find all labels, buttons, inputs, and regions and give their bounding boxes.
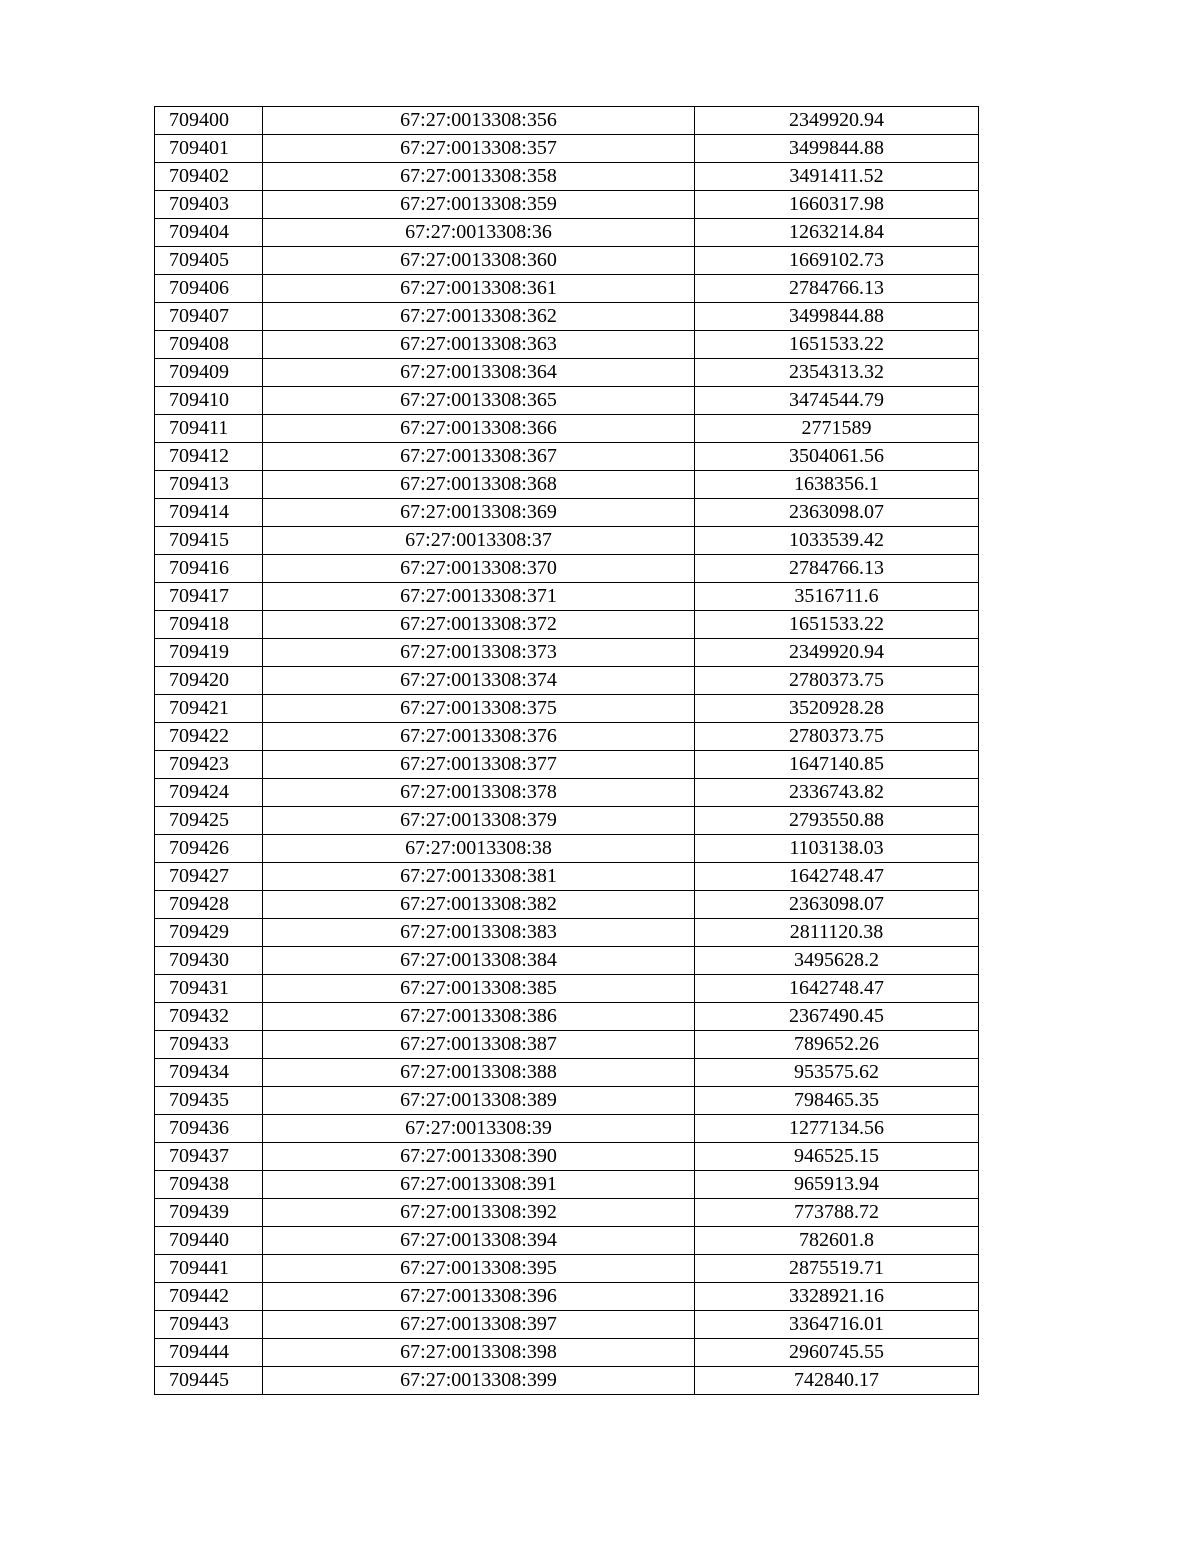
table-row: [155, 891, 979, 919]
value-cell: 3495628.2: [695, 947, 979, 975]
table-row: [155, 219, 979, 247]
value-cell: 2793550.88: [695, 807, 979, 835]
table-row: [155, 975, 979, 1003]
value-cell: 742840.17: [695, 1367, 979, 1395]
row-number-cell: 709439: [155, 1199, 263, 1227]
cadastral-number-cell: 67:27:0013308:394: [263, 1227, 695, 1255]
cadastral-number-cell: 67:27:0013308:377: [263, 751, 695, 779]
value-cell: 3328921.16: [695, 1283, 979, 1311]
cadastral-number-cell: 67:27:0013308:376: [263, 723, 695, 751]
table-row: [155, 1199, 979, 1227]
table-row: [155, 1115, 979, 1143]
table-row: [155, 863, 979, 891]
cadastral-number-cell: 67:27:0013308:369: [263, 499, 695, 527]
row-number-cell: 709409: [155, 359, 263, 387]
value-cell: 2784766.13: [695, 275, 979, 303]
table-body: [155, 107, 979, 1395]
value-cell: 1642748.47: [695, 863, 979, 891]
cadastral-number-cell: 67:27:0013308:382: [263, 891, 695, 919]
row-number-cell: 709410: [155, 387, 263, 415]
cadastral-number-cell: 67:27:0013308:366: [263, 415, 695, 443]
value-cell: 3516711.6: [695, 583, 979, 611]
row-number-cell: 709433: [155, 1031, 263, 1059]
row-number-cell: 709426: [155, 835, 263, 863]
row-number-cell: 709445: [155, 1367, 263, 1395]
table-row: [155, 191, 979, 219]
table-row: [155, 807, 979, 835]
table-row: [155, 359, 979, 387]
row-number-cell: 709438: [155, 1171, 263, 1199]
row-number-cell: 709412: [155, 443, 263, 471]
table-row: [155, 1171, 979, 1199]
cadastral-number-cell: 67:27:0013308:375: [263, 695, 695, 723]
row-number-cell: 709435: [155, 1087, 263, 1115]
table-row: [155, 695, 979, 723]
cadastral-number-cell: 67:27:0013308:38: [263, 835, 695, 863]
table-row: [155, 611, 979, 639]
cadastral-number-cell: 67:27:0013308:381: [263, 863, 695, 891]
cadastral-number-cell: 67:27:0013308:36: [263, 219, 695, 247]
cadastral-number-cell: 67:27:0013308:386: [263, 1003, 695, 1031]
value-cell: 1669102.73: [695, 247, 979, 275]
row-number-cell: 709414: [155, 499, 263, 527]
cadastral-number-cell: 67:27:0013308:368: [263, 471, 695, 499]
row-number-cell: 709441: [155, 1255, 263, 1283]
row-number-cell: 709416: [155, 555, 263, 583]
table-row: [155, 275, 979, 303]
value-cell: 3520928.28: [695, 695, 979, 723]
cadastral-number-cell: 67:27:0013308:360: [263, 247, 695, 275]
row-number-cell: 709401: [155, 135, 263, 163]
cadastral-number-cell: 67:27:0013308:356: [263, 107, 695, 135]
table-row: [155, 583, 979, 611]
table-row: [155, 1283, 979, 1311]
value-cell: 3364716.01: [695, 1311, 979, 1339]
cadastral-number-cell: 67:27:0013308:364: [263, 359, 695, 387]
cadastral-number-cell: 67:27:0013308:396: [263, 1283, 695, 1311]
table-row: [155, 499, 979, 527]
cadastral-number-cell: 67:27:0013308:367: [263, 443, 695, 471]
value-cell: 2354313.32: [695, 359, 979, 387]
value-cell: 2780373.75: [695, 723, 979, 751]
value-cell: 1651533.22: [695, 611, 979, 639]
value-cell: 2960745.55: [695, 1339, 979, 1367]
value-cell: 2367490.45: [695, 1003, 979, 1031]
value-cell: 2336743.82: [695, 779, 979, 807]
row-number-cell: 709408: [155, 331, 263, 359]
cadastral-number-cell: 67:27:0013308:37: [263, 527, 695, 555]
table-row: [155, 415, 979, 443]
table-row: [155, 751, 979, 779]
value-cell: 3474544.79: [695, 387, 979, 415]
row-number-cell: 709425: [155, 807, 263, 835]
cadastral-number-cell: 67:27:0013308:390: [263, 1143, 695, 1171]
cadastral-number-cell: 67:27:0013308:359: [263, 191, 695, 219]
row-number-cell: 709434: [155, 1059, 263, 1087]
row-number-cell: 709406: [155, 275, 263, 303]
cadastral-number-cell: 67:27:0013308:395: [263, 1255, 695, 1283]
table-row: [155, 443, 979, 471]
value-cell: 2875519.71: [695, 1255, 979, 1283]
cadastral-number-cell: 67:27:0013308:398: [263, 1339, 695, 1367]
row-number-cell: 709444: [155, 1339, 263, 1367]
row-number-cell: 709427: [155, 863, 263, 891]
value-cell: 2363098.07: [695, 891, 979, 919]
row-number-cell: 709442: [155, 1283, 263, 1311]
cadastral-number-cell: 67:27:0013308:387: [263, 1031, 695, 1059]
row-number-cell: 709440: [155, 1227, 263, 1255]
row-number-cell: 709403: [155, 191, 263, 219]
row-number-cell: 709402: [155, 163, 263, 191]
table-row: [155, 387, 979, 415]
value-cell: 1033539.42: [695, 527, 979, 555]
row-number-cell: 709421: [155, 695, 263, 723]
table-row: [155, 1339, 979, 1367]
cadastral-number-cell: 67:27:0013308:365: [263, 387, 695, 415]
table-row: [155, 555, 979, 583]
value-cell: 1660317.98: [695, 191, 979, 219]
cadastral-number-cell: 67:27:0013308:384: [263, 947, 695, 975]
row-number-cell: 709443: [155, 1311, 263, 1339]
value-cell: 773788.72: [695, 1199, 979, 1227]
table-row: [155, 135, 979, 163]
value-cell: 946525.15: [695, 1143, 979, 1171]
table-row: [155, 1059, 979, 1087]
value-cell: 2784766.13: [695, 555, 979, 583]
cadastral-number-cell: 67:27:0013308:388: [263, 1059, 695, 1087]
table-row: [155, 247, 979, 275]
value-cell: 1651533.22: [695, 331, 979, 359]
table-row: [155, 1143, 979, 1171]
cadastral-number-cell: 67:27:0013308:397: [263, 1311, 695, 1339]
data-table: [154, 106, 979, 1395]
value-cell: 1638356.1: [695, 471, 979, 499]
table-row: [155, 1311, 979, 1339]
row-number-cell: 709417: [155, 583, 263, 611]
cadastral-number-cell: 67:27:0013308:363: [263, 331, 695, 359]
row-number-cell: 709424: [155, 779, 263, 807]
table-row: [155, 947, 979, 975]
row-number-cell: 709423: [155, 751, 263, 779]
row-number-cell: 709400: [155, 107, 263, 135]
cadastral-number-cell: 67:27:0013308:378: [263, 779, 695, 807]
value-cell: 3491411.52: [695, 163, 979, 191]
row-number-cell: 709429: [155, 919, 263, 947]
value-cell: 1103138.03: [695, 835, 979, 863]
value-cell: 965913.94: [695, 1171, 979, 1199]
cadastral-number-cell: 67:27:0013308:383: [263, 919, 695, 947]
table-row: [155, 107, 979, 135]
value-cell: 3499844.88: [695, 303, 979, 331]
value-cell: 1647140.85: [695, 751, 979, 779]
value-cell: 798465.35: [695, 1087, 979, 1115]
table-row: [155, 471, 979, 499]
value-cell: 3499844.88: [695, 135, 979, 163]
value-cell: 2771589: [695, 415, 979, 443]
table-row: [155, 303, 979, 331]
cadastral-number-cell: 67:27:0013308:385: [263, 975, 695, 1003]
table-row: [155, 163, 979, 191]
cadastral-number-cell: 67:27:0013308:392: [263, 1199, 695, 1227]
cadastral-number-cell: 67:27:0013308:391: [263, 1171, 695, 1199]
table-row: [155, 835, 979, 863]
row-number-cell: 709404: [155, 219, 263, 247]
cadastral-number-cell: 67:27:0013308:358: [263, 163, 695, 191]
row-number-cell: 709419: [155, 639, 263, 667]
row-number-cell: 709413: [155, 471, 263, 499]
row-number-cell: 709437: [155, 1143, 263, 1171]
table-row: [155, 779, 979, 807]
row-number-cell: 709411: [155, 415, 263, 443]
cadastral-number-cell: 67:27:0013308:39: [263, 1115, 695, 1143]
value-cell: 2811120.38: [695, 919, 979, 947]
cadastral-number-cell: 67:27:0013308:379: [263, 807, 695, 835]
value-cell: 1642748.47: [695, 975, 979, 1003]
table-row: [155, 1255, 979, 1283]
cadastral-number-cell: 67:27:0013308:374: [263, 667, 695, 695]
row-number-cell: 709405: [155, 247, 263, 275]
row-number-cell: 709436: [155, 1115, 263, 1143]
cadastral-number-cell: 67:27:0013308:370: [263, 555, 695, 583]
table-row: [155, 1227, 979, 1255]
table-row: [155, 639, 979, 667]
value-cell: 3504061.56: [695, 443, 979, 471]
table-row: [155, 919, 979, 947]
table-row: [155, 667, 979, 695]
cadastral-number-cell: 67:27:0013308:399: [263, 1367, 695, 1395]
value-cell: 2363098.07: [695, 499, 979, 527]
value-cell: 953575.62: [695, 1059, 979, 1087]
table-row: [155, 1087, 979, 1115]
table-row: [155, 1031, 979, 1059]
row-number-cell: 709418: [155, 611, 263, 639]
row-number-cell: 709430: [155, 947, 263, 975]
cadastral-number-cell: 67:27:0013308:362: [263, 303, 695, 331]
table-row: [155, 1003, 979, 1031]
table-row: [155, 723, 979, 751]
cadastral-number-cell: 67:27:0013308:372: [263, 611, 695, 639]
table-row: [155, 331, 979, 359]
value-cell: 782601.8: [695, 1227, 979, 1255]
table-row: [155, 527, 979, 555]
cadastral-number-cell: 67:27:0013308:357: [263, 135, 695, 163]
row-number-cell: 709432: [155, 1003, 263, 1031]
value-cell: 1263214.84: [695, 219, 979, 247]
row-number-cell: 709428: [155, 891, 263, 919]
table-row: [155, 1367, 979, 1395]
value-cell: 2780373.75: [695, 667, 979, 695]
row-number-cell: 709420: [155, 667, 263, 695]
value-cell: 1277134.56: [695, 1115, 979, 1143]
cadastral-number-cell: 67:27:0013308:373: [263, 639, 695, 667]
value-cell: 2349920.94: [695, 639, 979, 667]
value-cell: 2349920.94: [695, 107, 979, 135]
cadastral-number-cell: 67:27:0013308:371: [263, 583, 695, 611]
row-number-cell: 709415: [155, 527, 263, 555]
cadastral-number-cell: 67:27:0013308:389: [263, 1087, 695, 1115]
cadastral-number-cell: 67:27:0013308:361: [263, 275, 695, 303]
row-number-cell: 709407: [155, 303, 263, 331]
row-number-cell: 709422: [155, 723, 263, 751]
row-number-cell: 709431: [155, 975, 263, 1003]
value-cell: 789652.26: [695, 1031, 979, 1059]
